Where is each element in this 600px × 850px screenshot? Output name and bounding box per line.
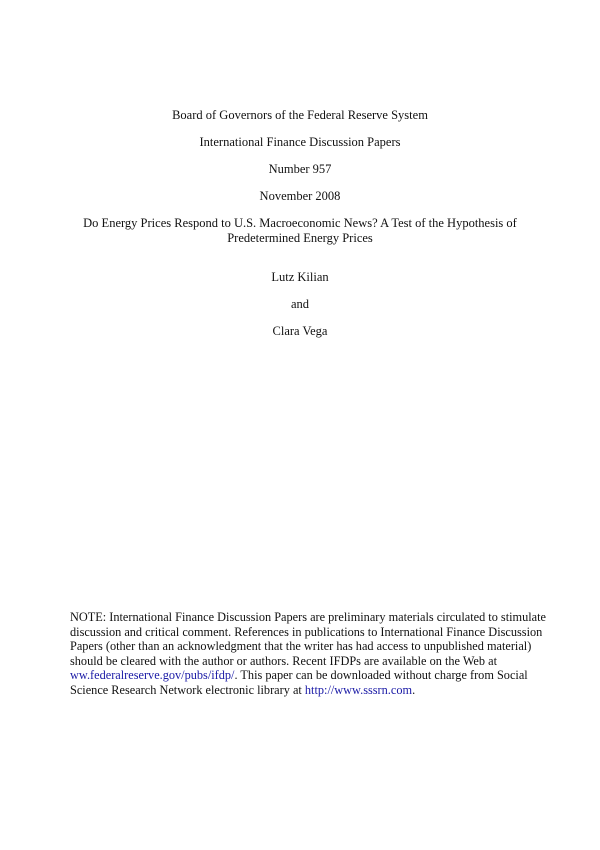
note-line-6 — [70, 683, 540, 698]
paper-title — [60, 216, 540, 246]
author-2: Clara Vega — [272, 324, 328, 338]
publication-date: November 2008 — [259, 189, 341, 203]
note-line-6-text: Science Research Network electronic library at — [70, 682, 305, 697]
institution-name: Board of Governors of the Federal Reserve System — [172, 108, 428, 122]
note-line-5 — [70, 668, 540, 683]
note-line-6-end: . — [412, 682, 416, 697]
series-name: International Finance Discussion Papers — [199, 135, 401, 149]
paper-number: Number 957 — [268, 162, 332, 176]
disclaimer-note — [70, 610, 547, 698]
author-conjunction: and — [290, 297, 310, 311]
paper-title-line-1: Do Energy Prices Respond to U.S. Macroeconomic News? A Test of the Hypothesis of — [83, 216, 517, 230]
author-1: Lutz Kilian — [271, 270, 329, 284]
note-line-3: Papers (other than an acknowledgment that the writer has had access to unpublished material) — [70, 639, 532, 654]
note-line-5-text: . This paper can be downloaded without charge from Social — [234, 668, 528, 683]
ssrn-link[interactable]: http://www.sssrn.com — [304, 682, 413, 697]
ifdp-web-link[interactable]: ww.federalreserve.gov/pubs/ifdp/ — [70, 668, 235, 683]
note-line-1: NOTE: International Finance Discussion Papers are preliminary materials circulated to stimulate — [70, 610, 547, 624]
note-line-4: should be cleared with the author or authors. Recent IFDPs are available on the Web at — [70, 653, 497, 668]
note-line-2: discussion and critical comment. References in publications to International Finance Discussion — [70, 624, 543, 639]
paper-title-line-2: Predetermined Energy Prices — [227, 231, 373, 245]
